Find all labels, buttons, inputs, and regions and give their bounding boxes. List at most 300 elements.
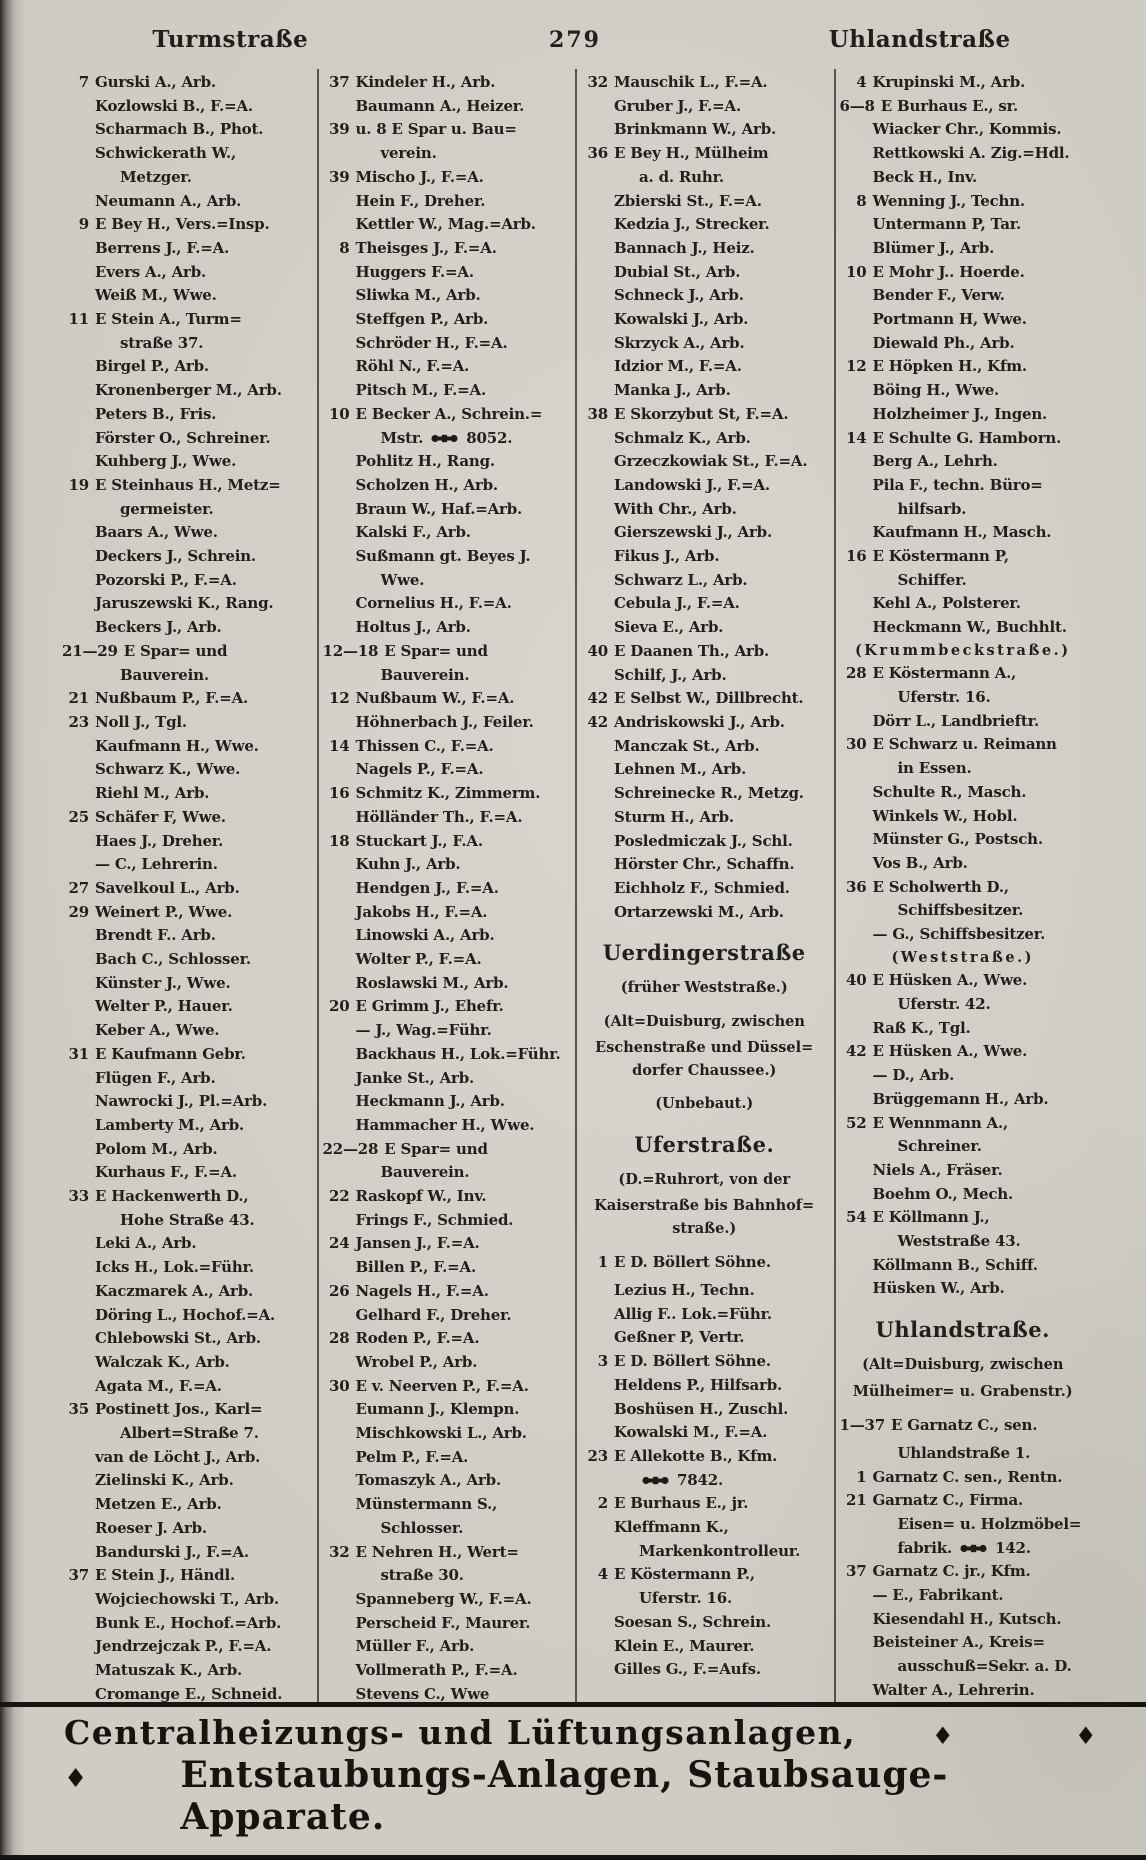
directory-entry — [62, 1161, 311, 1185]
entry-text: E D. Böllert Söhne. — [614, 1253, 771, 1272]
directory-entry — [323, 142, 570, 166]
directory-entry — [840, 1183, 1087, 1207]
directory-entry — [62, 1659, 311, 1683]
directory-entry — [840, 1159, 1087, 1183]
house-number: 32 — [329, 1542, 350, 1561]
directory-entry — [840, 1537, 1087, 1561]
entry-text: Uferstr. 16. — [639, 1589, 733, 1608]
directory-entry — [62, 901, 311, 925]
entry-text: Sliwka M., Arb. — [355, 286, 481, 305]
entry-text: With Chr., Arb. — [614, 499, 737, 518]
house-number: 19 — [68, 475, 89, 494]
entry-text: Keber A., Wwe. — [95, 1021, 220, 1040]
entry-text: hilfsarb. — [897, 499, 967, 518]
entry-text: Roeser J. Arb. — [95, 1518, 207, 1537]
entry-text: Hüsken W., Arb. — [872, 1279, 1005, 1298]
directory-entry — [323, 95, 570, 119]
street-note: straße.) — [672, 1219, 737, 1237]
entry-text: Kettler W., Mag.=Arb. — [355, 215, 536, 234]
directory-column-2 — [317, 69, 576, 1707]
entry-text: Huggers F.=A. — [355, 262, 474, 281]
directory-entry — [840, 308, 1087, 332]
entry-text: Icks H., Lok.=Führ. — [95, 1258, 254, 1277]
directory-entry — [323, 877, 570, 901]
header-street-left: Turmstraße — [152, 26, 309, 53]
entry-text: E D. Böllert Söhne. — [614, 1352, 771, 1371]
directory-entry — [581, 1303, 828, 1327]
directory-entry — [323, 782, 570, 806]
entry-text: Schreiner. — [897, 1137, 982, 1156]
directory-entry — [323, 758, 570, 782]
directory-entry — [62, 403, 311, 427]
house-number: 10 — [329, 404, 350, 423]
entry-text: Kowalski J., Arb. — [614, 310, 749, 329]
directory-entry — [62, 213, 311, 237]
entry-text: E Hüsken A., Wwe. — [872, 1042, 1028, 1061]
directory-entry — [840, 190, 1087, 214]
directory-entry — [581, 1398, 828, 1422]
directory-entry — [323, 1138, 570, 1162]
entry-text: Köllmann B., Schiff. — [872, 1255, 1038, 1274]
directory-entry — [62, 1564, 311, 1588]
entry-text: Markenkontrolleur. — [639, 1541, 801, 1560]
entry-text: Schreinecke R., Metzg. — [614, 784, 804, 803]
entry-text: Thissen C., F.=A. — [355, 736, 494, 755]
house-number: 1—37 — [839, 1416, 886, 1435]
entry-text: Braun W., Haf.=Arb. — [355, 499, 523, 518]
directory-entry — [62, 1398, 311, 1422]
directory-entry — [323, 308, 570, 332]
entry-text: Nagels P., F.=A. — [355, 760, 484, 779]
directory-entry — [840, 1584, 1087, 1608]
entry-text: Jakobs H., F.=A. — [355, 902, 488, 921]
directory-entry — [840, 1017, 1087, 1041]
directory-entry — [840, 923, 1087, 947]
entry-text: E Stein A., Turm= — [95, 310, 242, 329]
entry-text: Wenning J., Techn. — [872, 191, 1025, 210]
directory-entry — [323, 1469, 570, 1493]
entry-text: Haes J., Dreher. — [95, 831, 224, 850]
street-heading: Uhlandstraße. — [875, 1317, 1050, 1343]
entry-text: E Steinhaus H., Metz= — [95, 475, 281, 494]
house-number: 31 — [68, 1044, 89, 1063]
directory-entry — [840, 95, 1087, 119]
directory-entry — [840, 1277, 1087, 1301]
directory-entry — [323, 355, 570, 379]
directory-entry — [62, 616, 311, 640]
directory-entry — [62, 1327, 311, 1351]
entry-text: E Daanen Th., Arb. — [614, 641, 770, 660]
directory-entry — [840, 710, 1087, 734]
address-book-page — [58, 26, 1092, 1707]
entry-text: Weinert P., Wwe. — [95, 902, 233, 921]
entry-text: E Kaufmann Gebr. — [95, 1044, 246, 1063]
directory-entry — [323, 1493, 570, 1517]
directory-entry — [581, 450, 828, 474]
directory-entry — [62, 355, 311, 379]
entry-text: Cebula J., F.=A. — [614, 594, 740, 613]
directory-entry — [62, 71, 311, 95]
directory-entry — [62, 735, 311, 759]
entry-text: Untermann P, Tar. — [872, 215, 1022, 234]
directory-entry — [323, 616, 570, 640]
entry-text: Hendgen J., F.=A. — [355, 878, 499, 897]
telephone-icon — [642, 1475, 669, 1486]
directory-entry — [62, 782, 311, 806]
directory-entry — [840, 521, 1087, 545]
entry-text: Chlebowski St., Arb. — [95, 1329, 261, 1348]
directory-entry — [62, 1256, 311, 1280]
directory-entry — [840, 261, 1087, 285]
entry-text: E Burhaus E., sr. — [880, 96, 1019, 115]
directory-entry — [323, 853, 570, 877]
entry-text: Dörr L., Landbrieftr. — [872, 711, 1039, 730]
directory-entry — [840, 899, 1087, 923]
house-number: 22—28 — [322, 1139, 379, 1158]
entry-text: E Becker A., Schrein.= — [355, 404, 543, 423]
directory-entry — [581, 332, 828, 356]
directory-entry — [323, 118, 570, 142]
entry-text: Evers A., Arb. — [95, 262, 207, 281]
house-number: 22 — [329, 1187, 350, 1206]
directory-entry — [62, 95, 311, 119]
entry-text: Wolter P., F.=A. — [355, 950, 482, 969]
entry-text: E Köstermann A., — [872, 664, 1017, 683]
directory-entry — [323, 592, 570, 616]
directory-entry — [581, 95, 828, 119]
entry-text: Leki A., Arb. — [95, 1234, 197, 1253]
entry-text: Noll J., Tgl. — [95, 712, 187, 731]
directory-entry — [323, 1375, 570, 1399]
directory-entry — [840, 805, 1087, 829]
entry-text: Jaruszewski K., Rang. — [95, 594, 274, 613]
directory-entry — [840, 592, 1087, 616]
telephone-icon — [431, 433, 458, 444]
directory-columns — [58, 69, 1092, 1707]
directory-entry — [323, 1351, 570, 1375]
directory-entry — [62, 972, 311, 996]
entry-text: E Nehren H., Wert= — [355, 1542, 519, 1561]
directory-entry — [581, 640, 828, 664]
street-heading: Uferstraße. — [634, 1131, 775, 1157]
entry-text: straße 37. — [120, 333, 204, 352]
directory-entry — [840, 1442, 1087, 1466]
entry-text: Heldens P., Hilfsarb. — [614, 1375, 783, 1394]
entry-text: Beisteiner A., Kreis= — [872, 1633, 1045, 1652]
directory-entry — [323, 1043, 570, 1067]
directory-entry — [62, 284, 311, 308]
entry-text: Stuckart J., F.A. — [355, 831, 483, 850]
entry-text: Kiesendahl H., Kutsch. — [872, 1609, 1062, 1628]
directory-entry — [323, 687, 570, 711]
entry-text: Münstermann S., — [355, 1495, 498, 1514]
directory-column-4 — [834, 69, 1093, 1707]
house-number: 4 — [856, 73, 867, 91]
directory-entry — [323, 1280, 570, 1304]
directory-entry — [840, 403, 1087, 427]
entry-text: Schwarz K., Wwe. — [95, 760, 241, 779]
directory-entry — [581, 901, 828, 925]
house-number: 16 — [329, 784, 350, 803]
directory-entry — [62, 118, 311, 142]
house-number: 18 — [329, 831, 350, 850]
directory-entry — [62, 711, 311, 735]
directory-entry — [323, 924, 570, 948]
directory-entry — [840, 71, 1087, 95]
directory-entry — [323, 664, 570, 688]
entry-text: Kowalski M., F.=A. — [614, 1423, 768, 1442]
directory-entry — [323, 379, 570, 403]
entry-text: Baumann A., Heizer. — [355, 96, 525, 115]
entry-text: Kindeler H., Arb. — [355, 73, 496, 91]
directory-entry — [581, 1492, 828, 1516]
page-number: 279 — [549, 27, 601, 53]
entry-text: Weststraße 43. — [897, 1232, 1021, 1251]
house-number: 16 — [846, 547, 867, 566]
directory-entry — [62, 1209, 311, 1233]
directory-entry — [581, 1658, 828, 1682]
directory-entry — [581, 616, 828, 640]
directory-entry — [581, 1635, 828, 1659]
directory-entry — [840, 1064, 1087, 1088]
directory-entry — [62, 308, 311, 332]
entry-text: Walczak K., Arb. — [95, 1352, 230, 1371]
entry-text: E Stein J., Händl. — [95, 1566, 235, 1585]
directory-entry — [840, 1088, 1087, 1112]
entry-text: Kalski F., Arb. — [355, 523, 471, 542]
entry-text: E Spar= und — [123, 641, 228, 660]
directory-entry — [581, 474, 828, 498]
entry-text: Lehnen M., Arb. — [614, 760, 747, 779]
street-note: dorfer Chaussee.) — [632, 1061, 777, 1079]
entry-text: Uferstr. 42. — [897, 995, 991, 1014]
directory-entry — [840, 1679, 1087, 1703]
entry-text: E v. Neerven P., F.=A. — [355, 1376, 529, 1395]
entry-text: Dubial St., Arb. — [614, 262, 741, 281]
ad-text-1: Centralheizungs- und Lüftungsanlagen, — [64, 1713, 857, 1752]
entry-text: straße 30. — [380, 1566, 464, 1585]
directory-entry — [62, 450, 311, 474]
entry-text: Deckers J., Schrein. — [95, 547, 256, 566]
entry-text: Pohlitz H., Rang. — [355, 452, 495, 471]
directory-entry — [581, 521, 828, 545]
directory-entry — [840, 876, 1087, 900]
house-number: 4 — [597, 1565, 608, 1584]
house-number: 1 — [856, 1467, 867, 1486]
directory-entry — [323, 735, 570, 759]
directory-entry — [323, 948, 570, 972]
house-number: 37 — [846, 1562, 867, 1581]
page-header — [58, 26, 1092, 53]
house-number: 42 — [587, 689, 608, 708]
house-number: 12—18 — [322, 641, 379, 660]
house-number: 20 — [329, 997, 350, 1016]
entry-text: Sußmann gt. Beyes J. — [355, 547, 531, 566]
directory-entry — [840, 1135, 1087, 1159]
entry-text: Zbierski St., F.=A. — [614, 191, 762, 210]
entry-text: Idzior M., F.=A. — [614, 357, 742, 376]
entry-text: E Selbst W., Dillbrecht. — [614, 689, 804, 708]
entry-text: — D., Arb. — [872, 1066, 955, 1085]
directory-entry — [62, 924, 311, 948]
house-number: 21 — [846, 1491, 867, 1510]
entry-text: Kaufmann H., Wwe. — [95, 736, 259, 755]
entry-text: Spanneberg W., F.=A. — [355, 1590, 532, 1608]
entry-text: Perscheid F., Maurer. — [355, 1613, 531, 1632]
directory-entry — [62, 1232, 311, 1256]
directory-entry — [62, 1185, 311, 1209]
entry-text: Kozlowski B., F.=A. — [95, 96, 253, 115]
entry-text: Cromange E., Schneid. — [95, 1684, 283, 1703]
entry-text: a. d. Ruhr. — [639, 167, 724, 186]
header-street-right: Uhlandstraße — [828, 26, 1011, 53]
directory-entry — [840, 733, 1087, 757]
directory-entry — [323, 1635, 570, 1659]
directory-entry — [581, 1374, 828, 1398]
directory-entry — [62, 545, 311, 569]
directory-entry — [840, 379, 1087, 403]
directory-column-1 — [58, 69, 317, 1707]
directory-entry — [323, 237, 570, 261]
entry-text: Künster J., Wwe. — [95, 973, 231, 992]
entry-text: Walter A., Lehrerin. — [872, 1680, 1035, 1699]
entry-text: Janke St., Arb. — [355, 1068, 475, 1087]
entry-text: Mauschik L., F.=A. — [614, 73, 768, 91]
diamond-ornament: ♦ — [931, 1721, 955, 1750]
entry-text: Sieva E., Arb. — [614, 618, 724, 637]
entry-text: Flügen F., Arb. — [95, 1068, 216, 1087]
entry-text: Agata M., F.=A. — [95, 1376, 222, 1395]
entry-text: Förster O., Schreiner. — [95, 428, 271, 447]
entry-text: Bach C., Schlosser. — [95, 950, 251, 969]
entry-text: fabrik. 142. — [897, 1538, 1031, 1557]
advertisement-footer — [0, 1702, 1146, 1860]
entry-text: Pila F., techn. Büro= — [872, 475, 1043, 494]
street-note: (D.=Ruhrort, von der — [618, 1170, 791, 1188]
entry-text: u. 8 E Spar u. Bau= — [355, 120, 517, 139]
entry-text: Pozorski P., F.=A. — [95, 570, 237, 589]
directory-entry — [840, 355, 1087, 379]
entry-text: Kaczmarek A., Arb. — [95, 1281, 254, 1300]
entry-text: Döring L., Hochof.=A. — [95, 1305, 276, 1324]
directory-entry — [323, 1446, 570, 1470]
directory-entry — [581, 355, 828, 379]
directory-entry — [323, 332, 570, 356]
directory-entry — [840, 1230, 1087, 1254]
directory-entry — [581, 71, 828, 95]
directory-entry — [840, 1608, 1087, 1632]
directory-entry — [323, 1564, 570, 1588]
directory-entry — [323, 403, 570, 427]
directory-entry — [840, 686, 1087, 710]
house-number: 40 — [846, 971, 867, 990]
directory-entry — [323, 474, 570, 498]
directory-entry — [323, 995, 570, 1019]
house-number: 23 — [587, 1446, 608, 1465]
directory-entry — [581, 1516, 828, 1540]
directory-entry — [840, 427, 1087, 451]
house-number: 25 — [68, 807, 89, 826]
directory-entry — [62, 237, 311, 261]
directory-entry — [581, 142, 828, 166]
directory-entry — [62, 1067, 311, 1091]
entry-text: Stevens C., Wwe — [355, 1684, 490, 1703]
entry-text: Schwickerath W., — [95, 144, 236, 163]
entry-text: Backhaus H., Lok.=Führ. — [355, 1044, 561, 1063]
entry-text: Uferstr. 16. — [897, 688, 991, 707]
entry-text: Allig F.. Lok.=Führ. — [614, 1304, 772, 1323]
house-number: 6—8 — [839, 96, 875, 115]
entry-text: E Mohr J.. Hoerde. — [872, 262, 1025, 281]
entry-text: Vollmerath P., F.=A. — [355, 1661, 518, 1680]
entry-text: Mischkowski L., Arb. — [355, 1424, 527, 1443]
entry-text: Bannach J., Heiz. — [614, 238, 755, 257]
directory-entry — [581, 545, 828, 569]
entry-text: Gelhard F., Dreher. — [355, 1305, 512, 1324]
entry-text: E Grimm J., Ehefr. — [355, 997, 504, 1016]
directory-entry — [62, 806, 311, 830]
entry-text: Peters B., Fris. — [95, 404, 217, 423]
entry-text: Berg A., Lehrh. — [872, 452, 998, 471]
directory-entry — [323, 569, 570, 593]
entry-text: Manczak St., Arb. — [614, 736, 760, 755]
entry-text: Schäfer F, Wwe. — [95, 807, 226, 826]
entry-text: Landowski J., F.=A. — [614, 475, 770, 494]
entry-text: Wwe. — [380, 570, 425, 589]
directory-entry — [62, 1469, 311, 1493]
directory-entry — [62, 687, 311, 711]
entry-text: Beck H., Inv. — [872, 167, 978, 186]
directory-entry — [323, 901, 570, 925]
street-note: (Unbebaut.) — [655, 1095, 754, 1113]
street-note: (Weststraße.) — [891, 948, 1035, 966]
entry-text: E Garnatz C., sen. — [891, 1416, 1038, 1435]
directory-entry — [581, 830, 828, 854]
entry-text: Cornelius H., F.=A. — [355, 594, 512, 613]
directory-entry — [62, 1517, 311, 1541]
entry-text: E Spar= und — [384, 641, 488, 660]
entry-text: Brinkmann W., Arb. — [614, 120, 777, 139]
directory-entry — [323, 1161, 570, 1185]
directory-entry — [62, 1588, 311, 1612]
directory-entry — [62, 521, 311, 545]
entry-text: Nagels H., F.=A. — [355, 1281, 489, 1300]
entry-text: Manka J., Arb. — [614, 381, 731, 400]
entry-text: Steffgen P., Arb. — [355, 310, 489, 329]
house-number: 52 — [846, 1113, 867, 1132]
directory-entry — [323, 1541, 570, 1565]
directory-entry — [323, 1019, 570, 1043]
entry-text: E Köstermann P., — [614, 1565, 755, 1584]
directory-entry — [581, 213, 828, 237]
house-number: 32 — [587, 73, 608, 91]
entry-text: Skrzyck A., Arb. — [614, 333, 745, 352]
street-note: (Alt=Duisburg, zwischen — [603, 1012, 805, 1030]
entry-text: Scharmach B., Phot. — [95, 120, 264, 139]
directory-entry — [581, 569, 828, 593]
entry-text: Pitsch M., F.=A. — [355, 381, 486, 400]
directory-entry — [581, 1251, 828, 1275]
entry-text: Beckers J., Arb. — [95, 618, 222, 637]
entry-text: Grzeczkowiak St., F.=A. — [614, 452, 808, 471]
entry-text: Hammacher H., Wwe. — [355, 1115, 535, 1134]
directory-entry — [323, 806, 570, 830]
entry-text: Schilf, J., Arb. — [614, 665, 727, 684]
directory-entry — [62, 261, 311, 285]
directory-entry — [581, 1540, 828, 1564]
directory-entry — [840, 1655, 1087, 1679]
entry-text: Bunk E., Hochof.=Arb. — [95, 1613, 282, 1632]
